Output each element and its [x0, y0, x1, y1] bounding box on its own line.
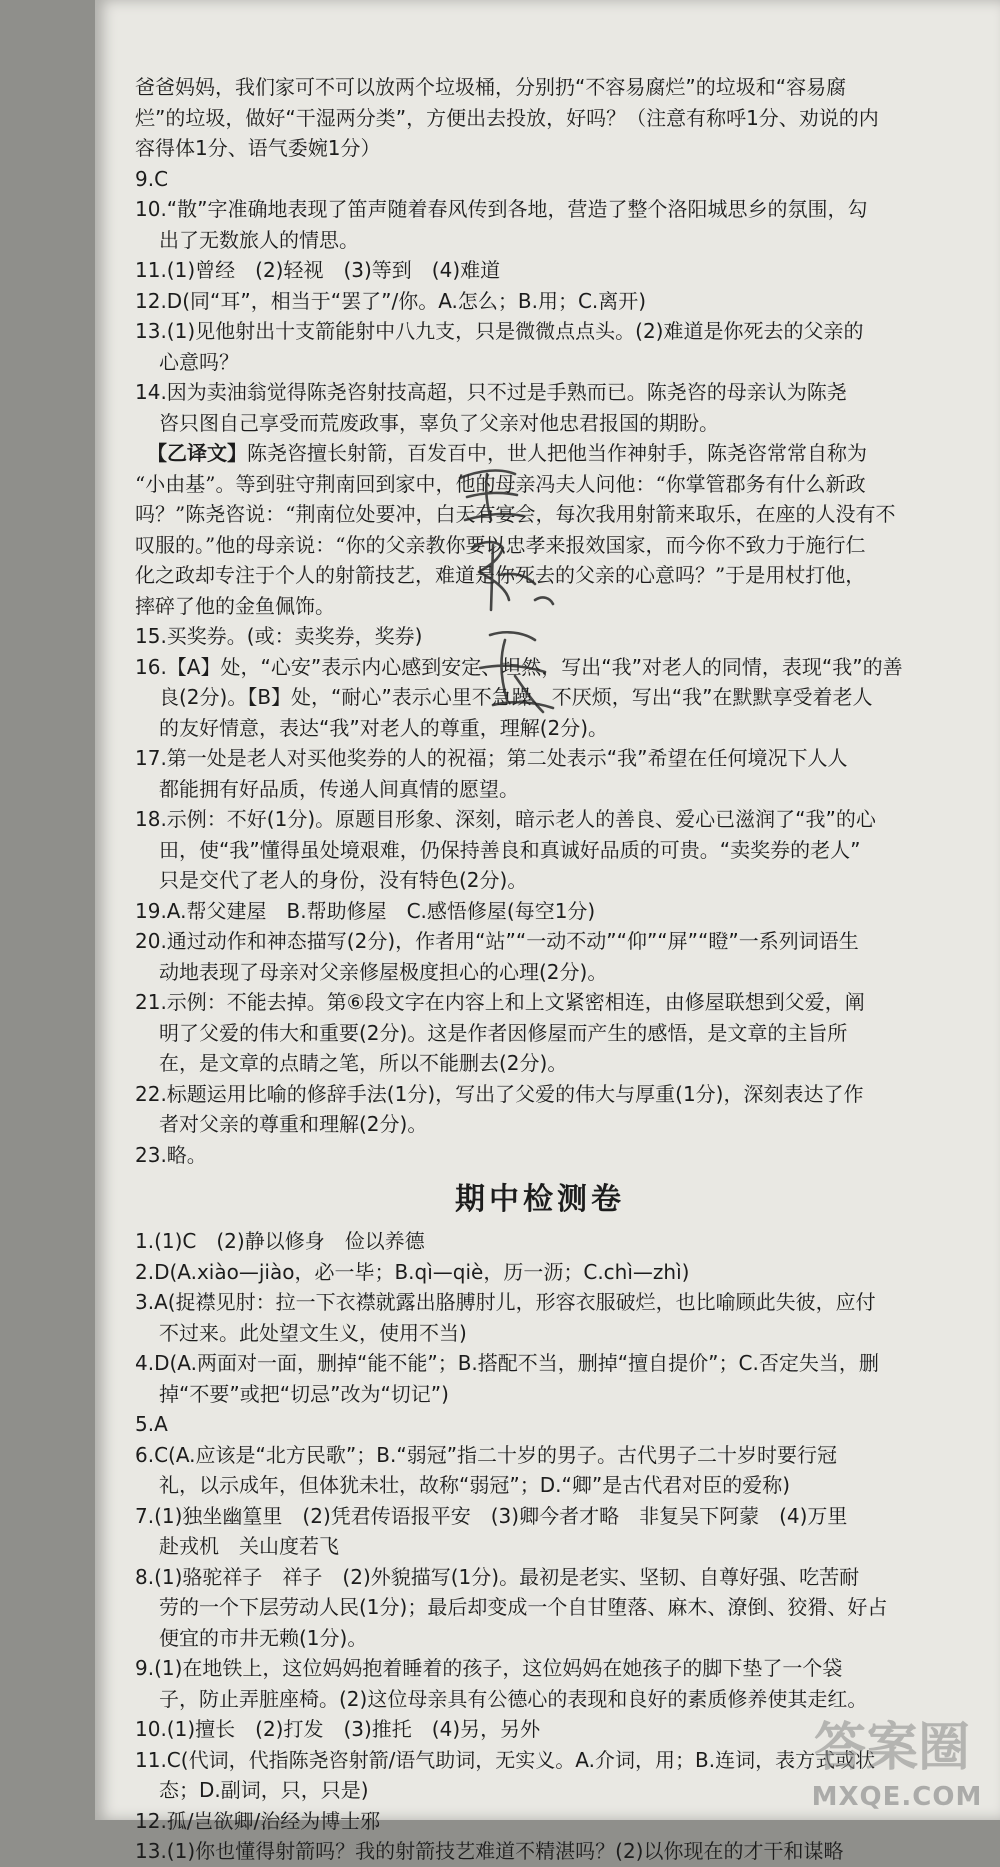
text-line: 11.(1)曾经 (2)轻视 (3)等到 (4)难道	[135, 258, 501, 282]
text-line: 都能拥有好品质，传递人间真情的愿望。	[159, 776, 519, 801]
text-line: 17.第一处是老人对买他奖券的人的祝福；第二处表示“我”希望在任何境况下人人	[135, 746, 848, 770]
text-line: 出了无数旅人的情思。	[159, 227, 359, 252]
text-line: 4.D(A.两面对一面，删掉“能不能”；B.搭配不当，删掉“擅自提价”；C.否定失当，删	[135, 1351, 879, 1375]
text-line: 咨只图自己享受而荒废政事，辜负了父亲对他忠君报国的期盼。	[159, 410, 719, 435]
translation-first-line	[135, 438, 945, 469]
translation-tag: 【乙译文】	[147, 441, 247, 465]
text-line: 9.(1)在地铁上，这位妈妈抱着睡着的孩子，这位妈妈在她孩子的脚下垫了一个袋	[135, 1656, 843, 1680]
section-title: 期中检测卷	[455, 1182, 625, 1217]
text-line: 14.因为卖油翁觉得陈尧咨射技高超，只不过是手熟而已。陈尧咨的母亲认为陈尧	[135, 380, 847, 404]
answer-item	[135, 1562, 945, 1654]
text-line: 23.略。	[135, 1142, 207, 1167]
text-line: 10.(1)擅长 (2)打发 (3)推托 (4)另，另外	[135, 1717, 541, 1741]
answer-list-part-b	[135, 621, 945, 1170]
text-line: 15.买奖券。(或：卖奖券，奖券)	[135, 624, 423, 648]
text-line: 9.C	[135, 166, 169, 191]
text-line: 16.【A】处，“心安”表示内心感到安定、坦然，写出“我”对老人的同情，表现“我”的善	[135, 654, 903, 679]
answer-item	[135, 1836, 945, 1867]
text-line: 心意吗？	[159, 349, 239, 374]
text-line: 6.C(A.应该是“北方民歌”；B.“弱冠”指二十岁的男子。古代男子二十岁时要行冠	[135, 1442, 838, 1467]
answer-item	[135, 1440, 945, 1501]
intro-paragraph	[135, 72, 945, 164]
text-line: 8.(1)骆驼祥子 祥子 (2)外貌描写(1分)。最初是老实、坚韧、自尊好强、吃苦耐	[135, 1564, 860, 1589]
text-line: 1.(1)C (2)静以修身 俭以养德	[135, 1229, 425, 1253]
text-line: 掉“不要”或把“切忌”改为“切记”)	[159, 1381, 449, 1406]
text-line: 5.A	[135, 1412, 168, 1436]
translation-line: 摔碎了他的金鱼佩饰。	[135, 593, 335, 618]
text-line: 便宜的市井无赖(1分)。	[159, 1625, 368, 1650]
text-line: 良(2分)。【B】处，“耐心”表示心里不急躁、不厌烦，写出“我”在默默享受着老人	[159, 685, 873, 709]
text-line: 赴戎机 关山度若飞	[159, 1534, 339, 1558]
translation-line: 叹服的。”他的母亲说：“你的父亲教你要以忠孝来报效国家，而今你不致力于施行仁	[135, 532, 866, 557]
answer-item	[135, 652, 945, 744]
text-line: 21.示例：不能去掉。第⑥段文字在内容上和上文紧密相连，由修屋联想到父爱，阐	[135, 990, 865, 1014]
text-line: 子，防止弄脏座椅。(2)这位母亲具有公德心的表现和良好的素质修养使其走红。	[159, 1686, 868, 1711]
text-line: 在，是文章的点睛之笔，所以不能删去(2分)。	[159, 1051, 568, 1075]
scanned-page	[95, 0, 1000, 1863]
answer-item	[135, 804, 945, 896]
text-line: 者对父亲的尊重和理解(2分)。	[159, 1112, 428, 1136]
answer-item	[135, 1140, 945, 1171]
answer-item	[135, 1226, 945, 1257]
watermark-chars: 答案圈	[813, 1718, 970, 1778]
text-line: 态；D.副词，只，只是)	[159, 1778, 369, 1802]
text-line: 只是交代了老人的身份，没有特色(2分)。	[159, 868, 528, 892]
text-line: 田，使“我”懂得虽处境艰难，仍保持善良和真诚好品质的可贵。“卖奖券的老人”	[159, 837, 861, 862]
answer-item	[135, 1287, 945, 1348]
text-line: 12.孤/岂欲卿/治经为博士邪	[135, 1808, 381, 1833]
text-line: 3.A(捉襟见肘：拉一下衣襟就露出胳膊肘儿，形容衣服破烂，也比喻顾此失彼，应付	[135, 1290, 876, 1314]
translation-line: 化之政却专注于个人的射箭技艺，难道是你死去的父亲的心意吗？”于是用杖打他，	[135, 563, 866, 587]
text-line: 7.(1)独坐幽篁里 (2)凭君传语报平安 (3)卿今者才略 非复吴下阿蒙 (4)万里	[135, 1503, 848, 1528]
text-line: 劳的一个下层劳动人民(1分)；最后却变成一个自甘堕落、麻木、潦倒、狡猾、好占	[159, 1595, 888, 1619]
answer-content	[135, 72, 945, 1867]
translation-line: 吗？”陈尧咨说：“荆南位处要冲，白天有宴会，每次我用射箭来取乐，在座的人没有不	[135, 502, 896, 526]
answer-item	[135, 1257, 945, 1288]
text-line: 13.(1)见他射出十支箭能射中八九支，只是微微点点头。(2)难道是你死去的父亲的	[135, 319, 864, 343]
watermark-logo	[802, 1702, 992, 1812]
text-line: 明了父爱的伟大和重要(2分)。这是作者因修屋而产生的感悟，是文章的主旨所	[159, 1020, 848, 1045]
text-line: 礼，以示成年，但体犹未壮，故称“弱冠”；D.“卿”是古代君对臣的爱称)	[159, 1473, 791, 1497]
text-line: 烂”的垃圾，做好“干湿两分类”，方便出去投放，好吗？（注意有称呼1分、劝说的内	[135, 105, 879, 130]
answer-item	[135, 255, 945, 286]
text-line: 13.(1)你也懂得射箭吗？我的射箭技艺难道不精湛吗？(2)以你现在的才干和谋略	[135, 1839, 844, 1863]
answer-item	[135, 743, 945, 804]
answer-item	[135, 1409, 945, 1440]
answer-item	[135, 1079, 945, 1140]
text-line: 18.示例：不好(1分)。原题目形象、深刻，暗示老人的善良、爱心已滋润了“我”的心	[135, 807, 876, 831]
answer-item	[135, 896, 945, 927]
answer-item	[135, 1501, 945, 1562]
answer-item	[135, 377, 945, 438]
answer-item	[135, 194, 945, 255]
watermark-site: MXQE.COM	[811, 1782, 983, 1812]
translation-line: 陈尧咨擅长射箭，百发百中，世人把他当作神射手，陈尧咨常常自称为	[247, 441, 867, 465]
text-line: 12.D(同“耳”，相当于“罢了”/你。A.怎么；B.用；C.离开)	[135, 288, 647, 313]
text-line: 的友好情意，表达“我”对老人的尊重，理解(2分)。	[159, 715, 609, 740]
answer-item	[135, 621, 945, 652]
translation-paragraph	[135, 438, 945, 621]
text-line: 容得体1分、语气委婉1分）	[135, 136, 381, 160]
text-line: 10.“散”字准确地表现了笛声随着春风传到各地，营造了整个洛阳城思乡的氛围，勾	[135, 197, 868, 221]
text-line: 爸爸妈妈，我们家可不可以放两个垃圾桶，分别扔“不容易腐烂”的垃圾和“容易腐	[135, 75, 847, 99]
text-line: 2.D(A.xiào—jiào，必一毕；B.qì—qiè，历一沥；C.chì—zhì)	[135, 1259, 690, 1284]
answer-item	[135, 926, 945, 987]
answer-item	[135, 1348, 945, 1409]
text-line: 19.A.帮父建屋 B.帮助修屋 C.感悟修屋(每空1分)	[135, 898, 596, 923]
text-line: 不过来。此处望文生义，使用不当)	[159, 1320, 467, 1345]
translation-line: “小由基”。等到驻守荆南回到家中，他的母亲冯夫人问他：“你掌管郡务有什么新政	[135, 471, 866, 496]
text-line: 22.标题运用比喻的修辞手法(1分)，写出了父爱的伟大与厚重(1分)，深刻表达了作	[135, 1081, 864, 1106]
text-line: 11.C(代词，代指陈尧咨射箭/语气助词，无实义。A.介词，用；B.连词，表方式或状	[135, 1747, 876, 1772]
answer-item	[135, 987, 945, 1079]
answer-item	[135, 286, 945, 317]
text-line: 20.通过动作和神态描写(2分)，作者用“站”“一动不动”“仰”“屏”“瞪”一系列词语生	[135, 929, 859, 953]
text-line: 动地表现了母亲对父亲修屋极度担心的心理(2分)。	[159, 959, 608, 984]
answer-list-part-a	[135, 164, 945, 439]
answer-item	[135, 164, 945, 195]
answer-item	[135, 316, 945, 377]
